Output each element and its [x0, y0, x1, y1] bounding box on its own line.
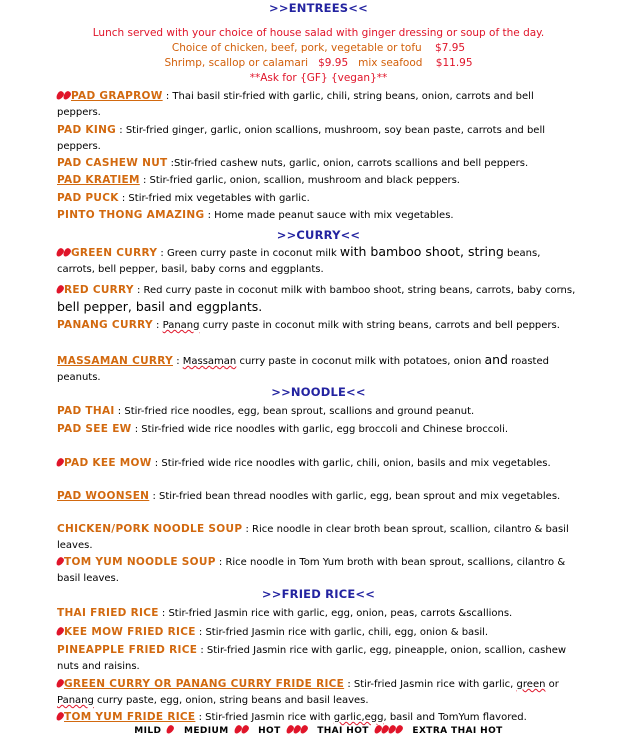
menu-item [57, 282, 577, 317]
menu-item [57, 207, 577, 224]
pricing-line-2-mix: mix seafood [358, 57, 423, 69]
menu-item [57, 352, 577, 386]
item-name: MASSAMAN CURRY [57, 355, 174, 367]
item-name: PINTO THONG AMAZING [57, 209, 205, 221]
item-desc: : Thai basil stir-fried with garlic, chili, string beans, onion, carrots and bell peppers. [57, 91, 534, 118]
pricing-line-2-price: $9.95 [318, 57, 349, 69]
legend-mild: MILD [134, 726, 162, 736]
menu-item [57, 190, 577, 207]
menu-item [57, 709, 577, 726]
pricing-line-2 [0, 57, 637, 69]
menu-item [57, 244, 577, 278]
item-desc-large: with bamboo shoot, string [339, 244, 504, 259]
menu-item [57, 642, 577, 675]
item-desc-spellcheck: Panang [162, 320, 200, 331]
item-desc: : Stir-fried Jasmin rice with garlic, chili, egg, onion & basil. [195, 627, 489, 638]
pricing-line-1-text: Choice of chicken, beef, pork, vegetable or tofu [171, 42, 422, 54]
item-name: PAD GRAPROW [71, 90, 163, 102]
chili-pepper-icon [165, 724, 175, 735]
item-name: GREEN CURRY OR PANANG CURRY FRIDE RICE [64, 678, 345, 690]
menu-item [57, 172, 577, 189]
item-desc-spellcheck: garlic,egg [333, 712, 384, 723]
menu-item [57, 676, 577, 709]
section-title-noodle: >>NOODLE<< [271, 385, 366, 399]
item-desc: : Green curry paste in coconut milk [157, 248, 340, 259]
item-desc: : Stir-fried wide rice noodles with garlic, egg broccoli and Chinese broccoli. [131, 424, 509, 435]
item-name: PAD KEE MOW [64, 457, 152, 469]
item-desc-cont: curry paste, egg, onion, string beans and basil leaves. [93, 695, 369, 706]
section-title-fried-rice: >>FRIED RICE<< [261, 587, 376, 601]
gf-vegan-note: **Ask for {GF} {vegan}** [249, 72, 388, 84]
item-desc: : Stir-fried Jasmin rice with garlic, egg, onion, peas, carrots &scallions. [158, 608, 513, 619]
item-desc: : Red curry paste in coconut milk with bamboo shoot, string beans, carrots, baby corns, [133, 285, 576, 296]
item-desc: : Stir-fried bean thread noodles with garlic, egg, bean sprout and mix vegetables. [149, 491, 561, 502]
item-desc: curry paste in coconut milk with potatoes, onion [236, 356, 485, 367]
item-name: GREEN CURRY [71, 247, 158, 259]
legend-hot: HOT [258, 726, 281, 736]
pricing-line-2-text: Shrimp, scallop or calamari [164, 57, 309, 69]
menu-item [57, 521, 577, 554]
item-desc: curry paste in coconut milk with string beans, carrots and bell peppers. [199, 320, 560, 331]
menu-item [57, 403, 577, 420]
item-sep: : [173, 356, 183, 367]
item-desc-spellcheck: Panang [57, 695, 94, 706]
menu-item [57, 88, 577, 121]
item-desc-cont: roasted peanuts. [57, 356, 549, 383]
menu-item [57, 455, 577, 472]
legend-extra-thai-hot: EXTRA THAI HOT [412, 726, 503, 736]
item-desc-large: bell pepper, basil and eggplants. [57, 299, 263, 314]
pricing-line-1-price: $7.95 [435, 42, 466, 54]
item-desc: : Stir-fried ginger, garlic, onion scallions, mushroom, soy bean paste, carrots and bell peppers. [57, 125, 545, 152]
menu-item [57, 488, 577, 505]
item-desc-cont: beans, carrots, bell pepper, basil, baby corns and eggplants. [57, 248, 541, 275]
item-desc: : Stir-fried Jasmin rice with garlic, egg, pineapple, onion, scallion, cashew nuts and raisins. [57, 645, 567, 672]
item-name: PINEAPPLE FRIED RICE [57, 644, 198, 656]
item-name: TOM YUM FRIDE RICE [64, 711, 196, 723]
item-desc: : Stir-fried Jasmin rice with garlic, [344, 679, 517, 690]
item-desc-spellcheck: Massaman [182, 356, 237, 367]
menu-item [57, 605, 577, 622]
item-desc-cont: or [545, 679, 559, 690]
menu-item [57, 554, 577, 587]
item-desc: :Stir-fried cashew nuts, garlic, onion, carrots scallions and bell peppers. [167, 158, 529, 169]
item-desc: : Stir-fried garlic, onion, scallion, mushroom and black peppers. [139, 175, 460, 186]
item-desc: : Stir-fried wide rice noodles with garlic, chili, onion, basils and mix vegetables. [151, 458, 551, 469]
section-title-entrees: >>ENTREES<< [269, 1, 368, 15]
item-name: TOM YUM NOODLE SOUP [64, 556, 216, 568]
pricing-line-2-mix-price: $11.95 [435, 57, 473, 69]
item-name: THAI FRIED RICE [57, 607, 159, 619]
spice-legend [0, 725, 637, 736]
section-title-curry: >>CURRY<< [276, 228, 361, 242]
item-name: PAD KRATIEM [57, 174, 140, 186]
item-name: KEE MOW FRIED RICE [64, 626, 196, 638]
item-desc: : Stir-fried Jasmin rice with [195, 712, 334, 723]
item-name: RED CURRY [64, 284, 134, 296]
item-name: PAD PUCK [57, 192, 119, 204]
menu-item [57, 122, 577, 155]
item-name: PAD WOONSEN [57, 490, 150, 502]
menu-item [57, 421, 577, 438]
item-name: PAD THAI [57, 405, 115, 417]
item-desc-cont: , basil and TomYum flavored. [383, 712, 527, 723]
legend-medium: MEDIUM [183, 726, 229, 736]
item-desc: : Rice noodle in Tom Yum broth with bean sprout, scallions, cilantro & basil leaves. [57, 557, 566, 584]
item-sep: : [152, 320, 163, 331]
lunch-note: Lunch served with your choice of house salad with ginger dressing or soup of the day. [92, 27, 545, 39]
item-desc: : Stir-fried mix vegetables with garlic. [118, 193, 310, 204]
item-name: PANANG CURRY [57, 319, 153, 331]
item-name: PAD CASHEW NUT [57, 157, 168, 169]
item-name: PAD KING [57, 124, 117, 136]
pricing-line-1 [0, 42, 637, 54]
item-desc: : Stir-fried rice noodles, egg, bean sprout, scallions and ground peanut. [114, 406, 475, 417]
menu-item [57, 317, 577, 334]
item-desc-spellcheck: green [516, 679, 546, 690]
item-desc-large: and [484, 352, 508, 367]
item-name: CHICKEN/PORK NOODLE SOUP [57, 523, 243, 535]
legend-thai-hot: THAI HOT [317, 726, 369, 736]
item-name: PAD SEE EW [57, 423, 132, 435]
menu-item [57, 155, 577, 172]
item-desc: : Home made peanut sauce with mix vegetables. [204, 210, 454, 221]
menu-item [57, 624, 577, 641]
item-desc: : Rice noodle in clear broth bean sprout, scallion, cilantro & basil leaves. [57, 524, 569, 551]
